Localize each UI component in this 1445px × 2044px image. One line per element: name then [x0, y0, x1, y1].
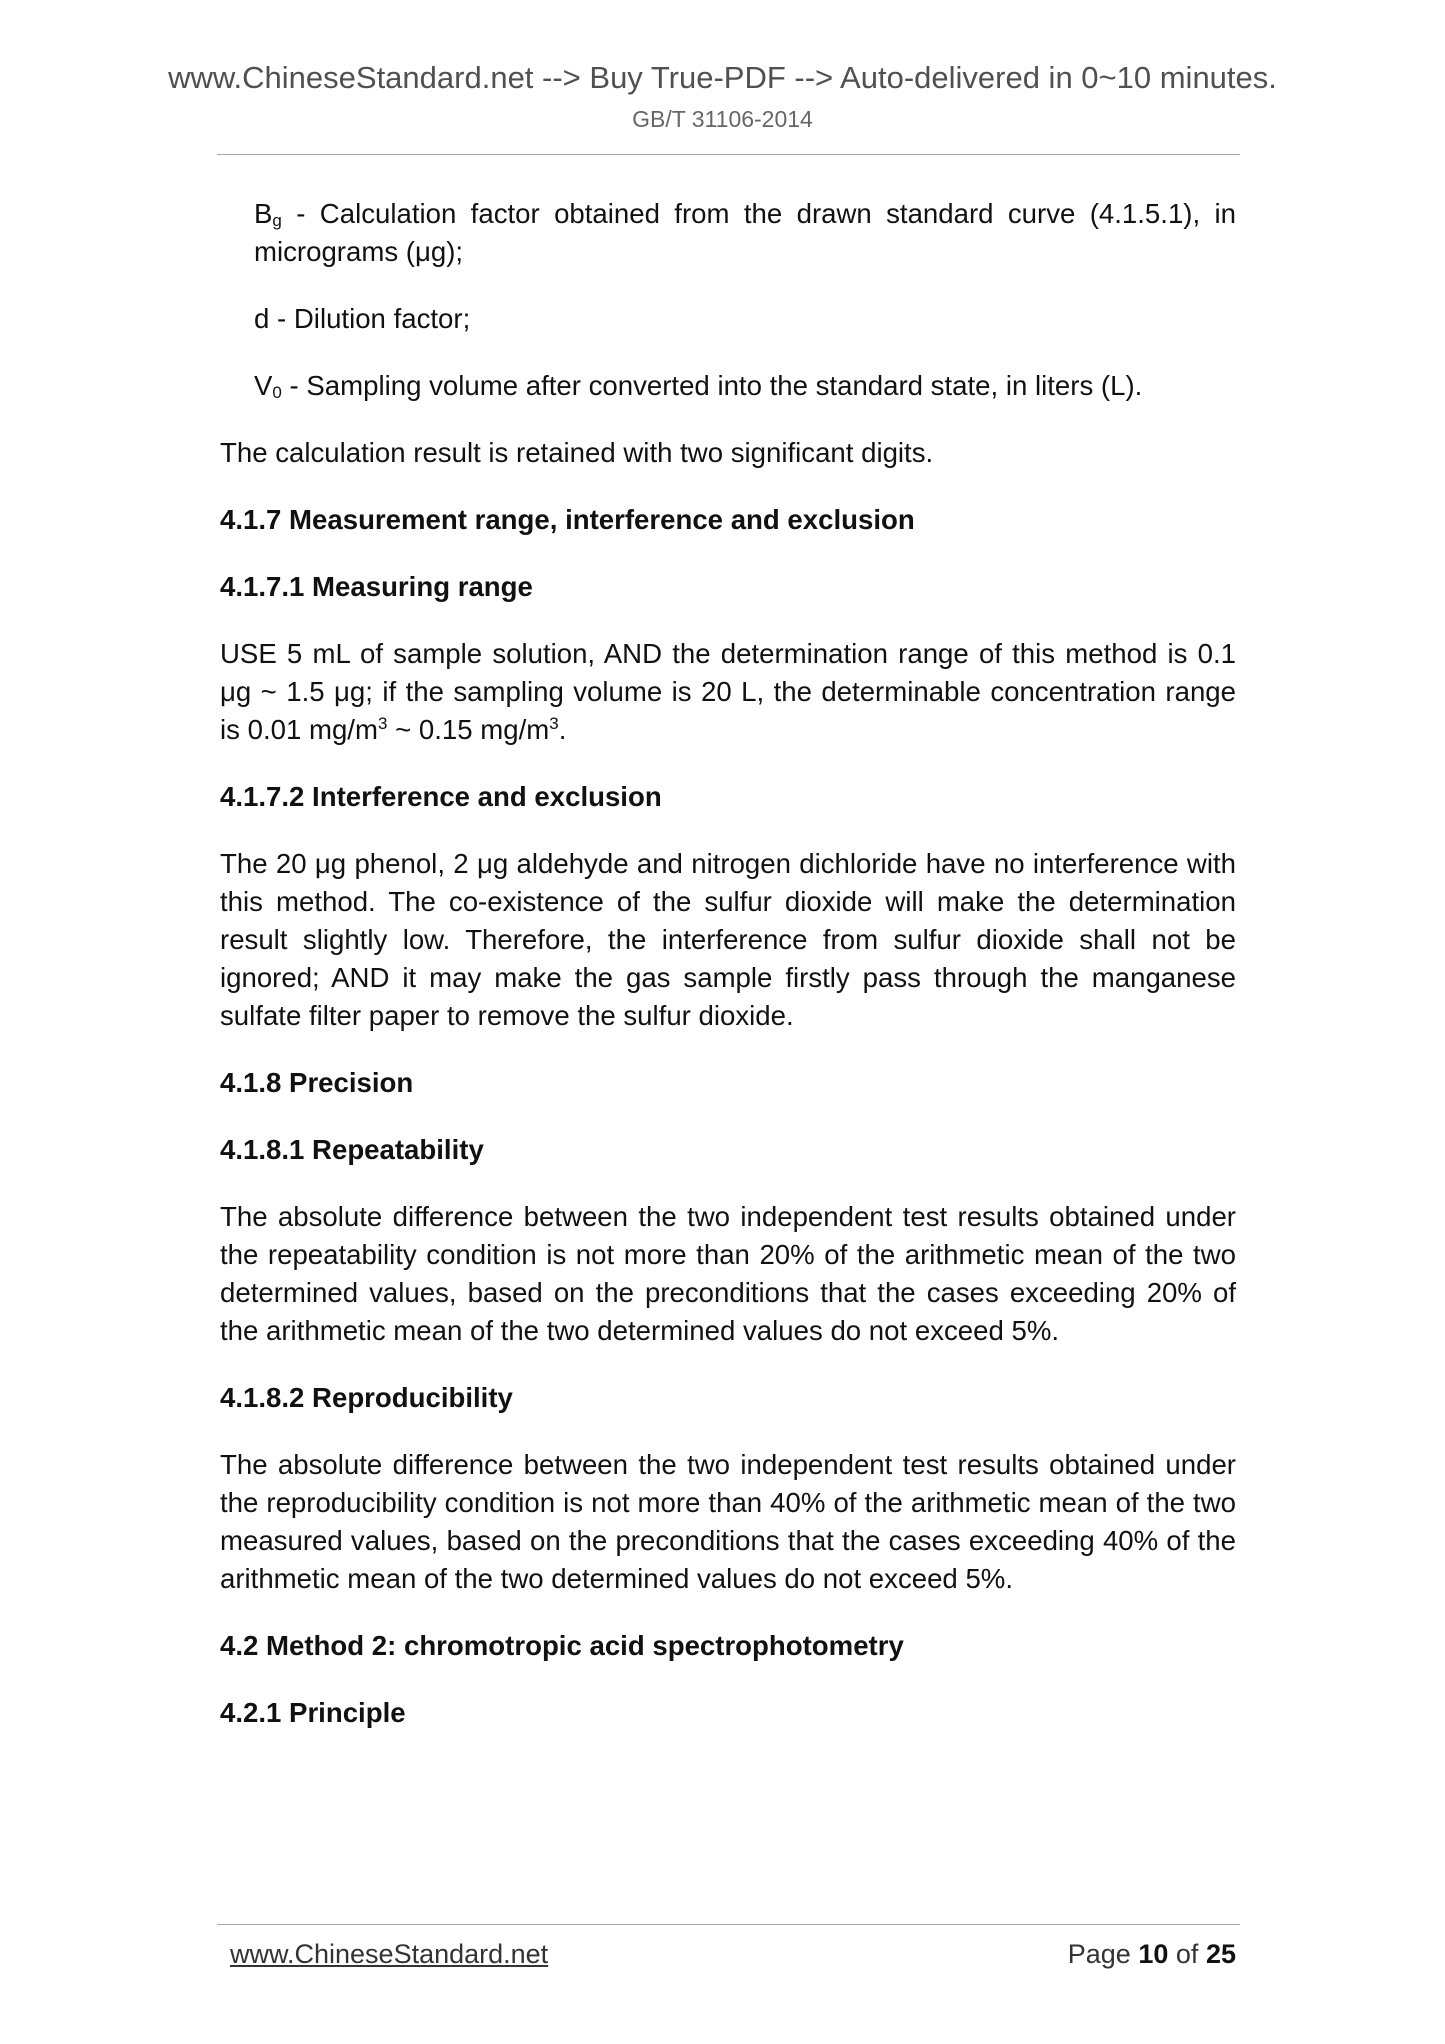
section-heading-4-1-7-2: 4.1.7.2 Interference and exclusion	[220, 781, 662, 812]
section-heading-4-1-8: 4.1.8 Precision	[220, 1067, 414, 1098]
reproducibility-paragraph: The absolute difference between the two independent test results obtained under the reproducibility condition is not more than 40% of the arithmetic mean of the two measured values, based on the preconditions that the cases exceeding 40% of the arithmetic mean of the two determined values do not exceed 5%.	[220, 1449, 1236, 1594]
standard-code: GB/T 31106-2014	[632, 106, 813, 132]
definition-v0: $V_0$ - Sampling volume after converted into the standard state, in liters (L).	[254, 370, 1143, 402]
definition-d: d - Dilution factor;	[254, 303, 471, 334]
page-number: Page 10 of 25	[1067, 1939, 1236, 1969]
footer-website-link[interactable]: www.ChineseStandard.net	[230, 1939, 549, 1969]
definition-bg: $B_g$ - Calculation factor obtained from the drawn standard curve (4.1.5.1), in micrograms (μg);	[254, 198, 1236, 267]
header-banner[interactable]: www.ChineseStandard.net --> Buy True-PDF --> Auto-delivered in 0~10 minutes.	[168, 60, 1277, 95]
section-heading-4-1-7-1: 4.1.7.1 Measuring range	[220, 571, 533, 602]
page-footer	[230, 1939, 1236, 1979]
section-heading-4-2: 4.2 Method 2: chromotropic acid spectrophotometry	[220, 1630, 904, 1661]
measuring-range-paragraph: USE 5 mL of sample solution, AND the determination range of this method is 0.1 μg ~ 1.5 μg; if the sampling volume is 20 L, the determinable concentration range is 0.01 $mg/m^3$ ~ 0.15 $mg/m^3$.	[220, 638, 1236, 745]
section-heading-4-2-1: 4.2.1 Principle	[220, 1697, 406, 1728]
section-heading-4-1-7: 4.1.7 Measurement range, interference and exclusion	[220, 504, 915, 535]
section-heading-4-1-8-2: 4.1.8.2 Reproducibility	[220, 1382, 513, 1413]
header-divider	[217, 154, 1240, 155]
interference-paragraph: The 20 μg phenol, 2 μg aldehyde and nitrogen dichloride have no interference with this method. The co-existence of the sulfur dioxide will make the determination result slightly low. Therefore, the interference from sulfur dioxide shall not be ignored; AND it may make the gas sample firstly pass through the manganese sulfate filter paper to remove the sulfur dioxide.	[220, 848, 1236, 1031]
result-note: The calculation result is retained with two significant digits.	[220, 437, 934, 468]
section-heading-4-1-8-1: 4.1.8.1 Repeatability	[220, 1134, 484, 1165]
document-body	[220, 195, 1236, 1732]
footer-divider	[217, 1924, 1240, 1925]
repeatability-paragraph: The absolute difference between the two independent test results obtained under the repeatability condition is not more than 20% of the arithmetic mean of the two determined values, based on the preconditions that the cases exceeding 20% of the arithmetic mean of the two determined values do not exceed 5%.	[220, 1201, 1236, 1346]
